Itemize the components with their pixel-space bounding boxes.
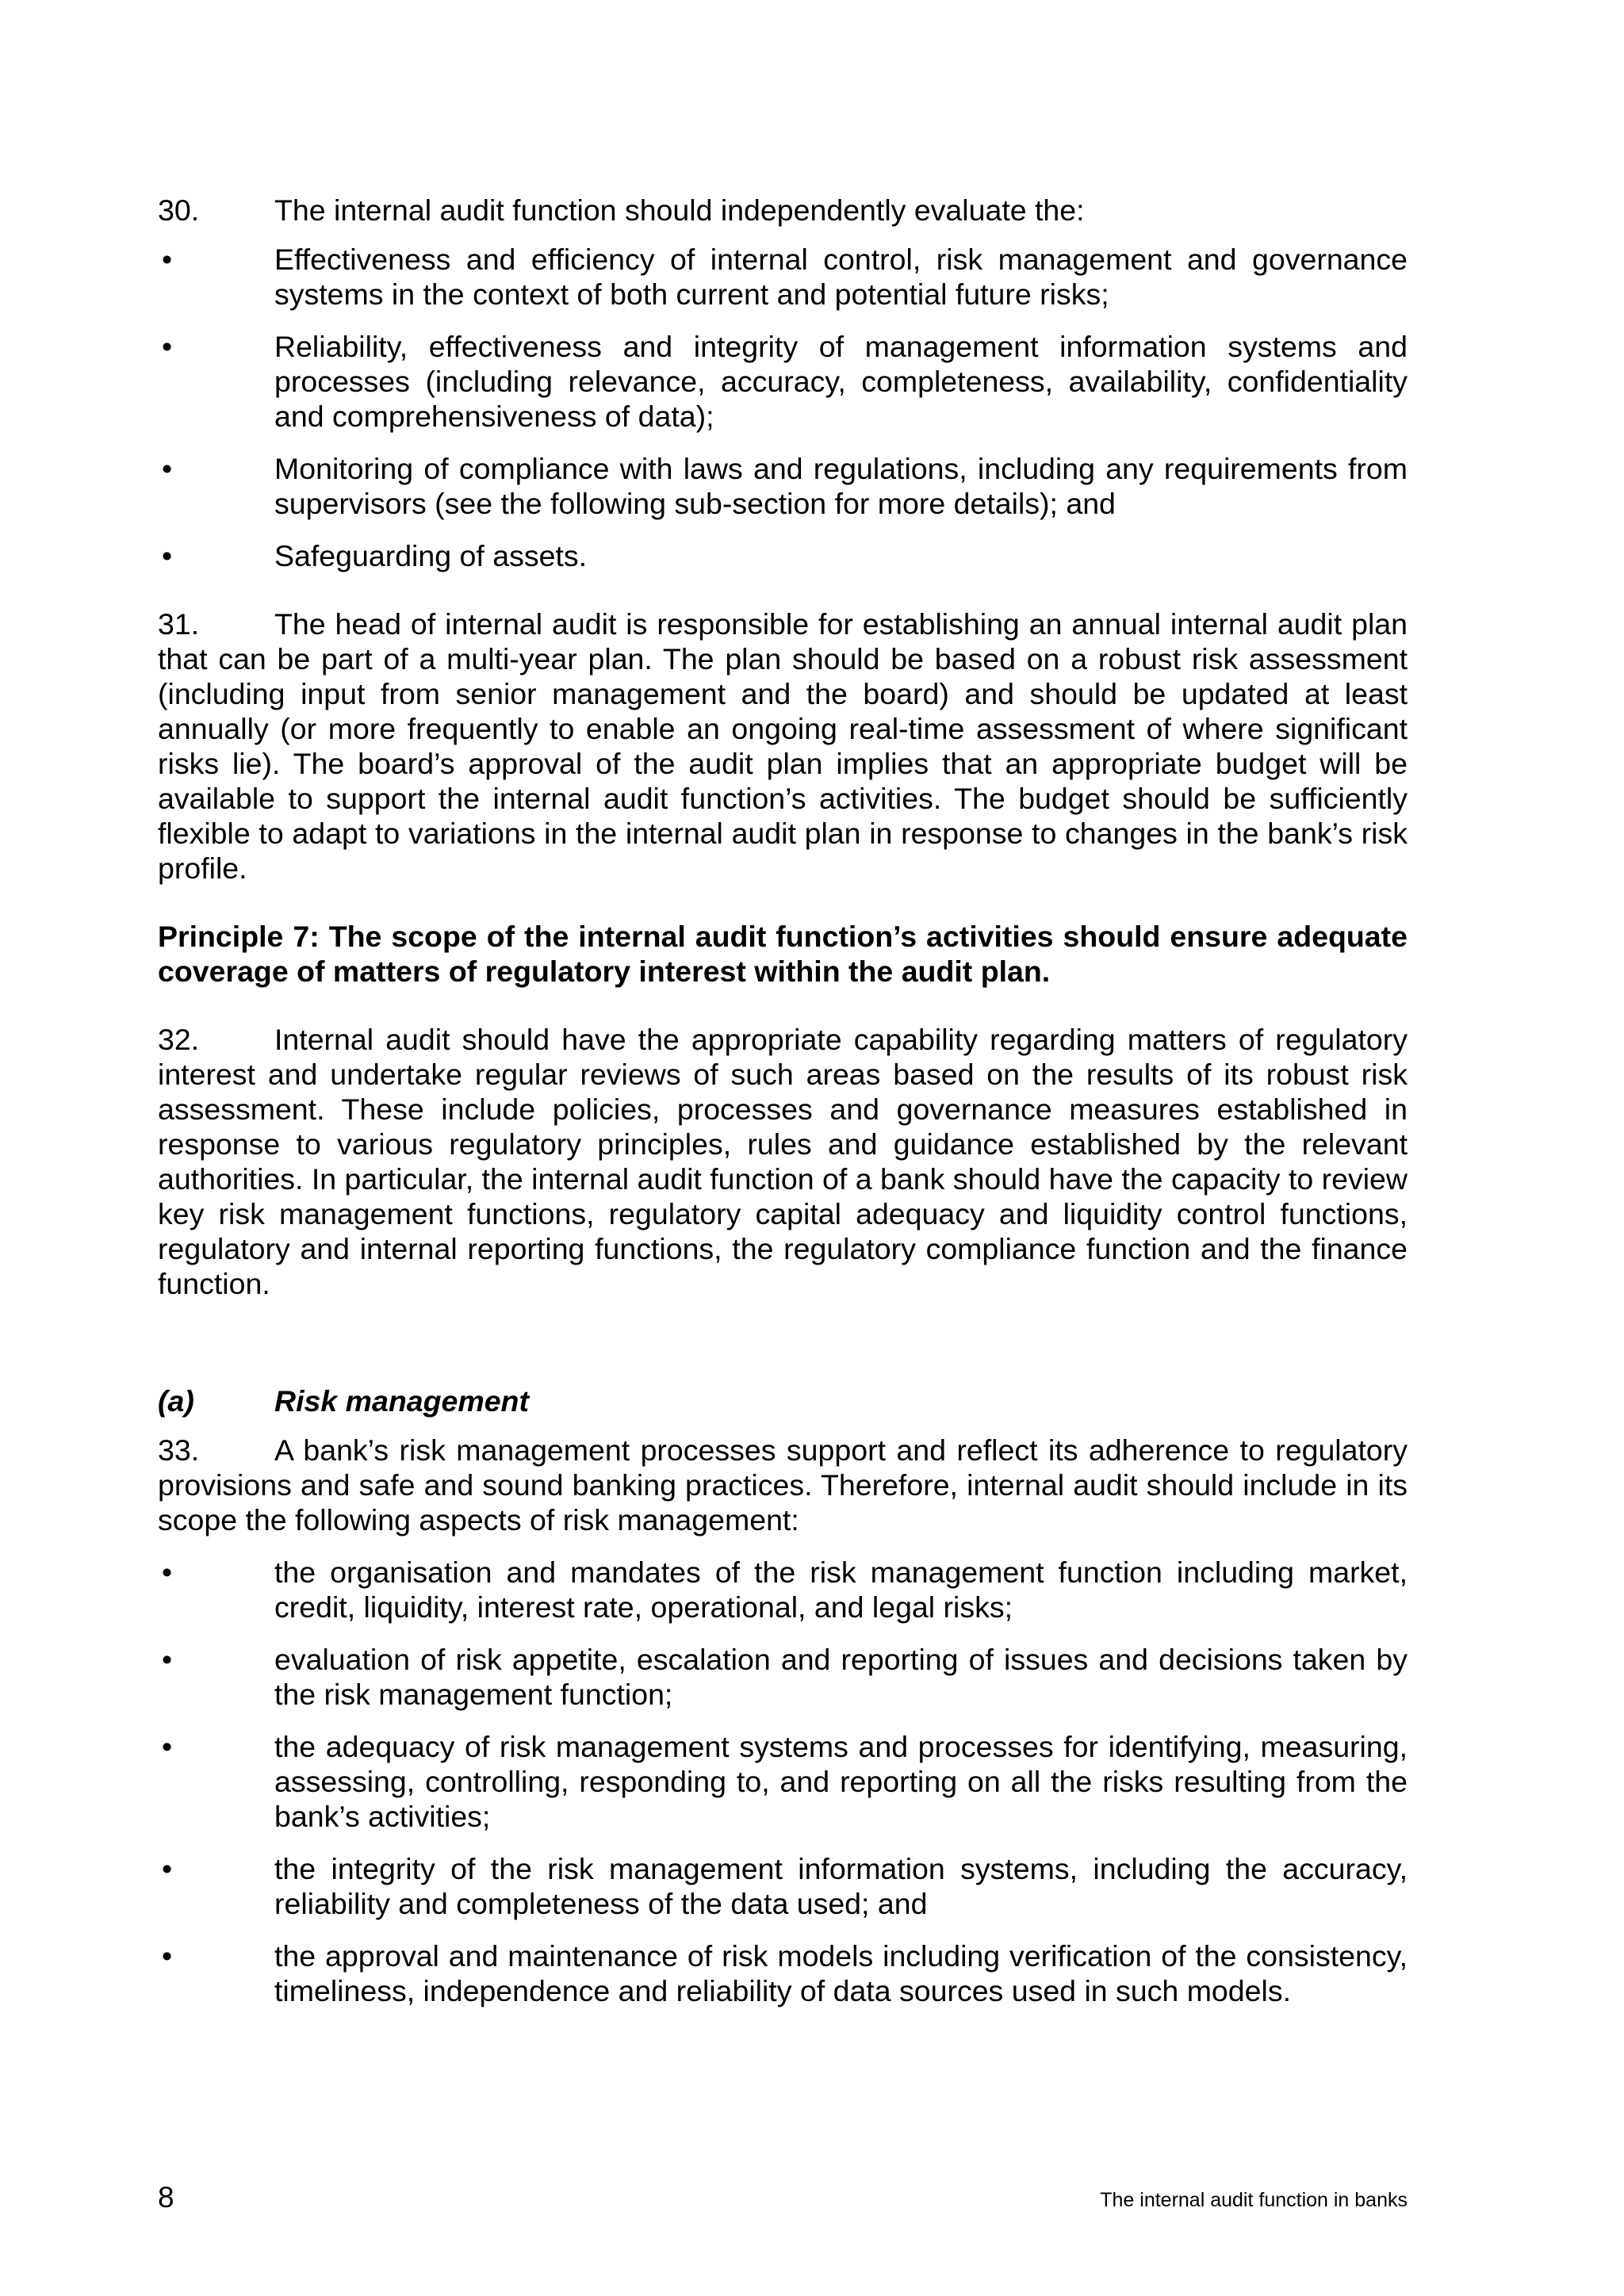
bullet-icon: •: [162, 1852, 173, 1885]
paragraph-text: The internal audit function should independently evaluate the:: [274, 193, 1085, 227]
paragraph-31: [158, 607, 1408, 886]
list-item: [158, 242, 1408, 312]
bullet-icon: •: [162, 330, 173, 363]
paragraph-number: 31.: [158, 607, 200, 641]
list-item-text: Safeguarding of assets.: [274, 539, 588, 572]
list-item: [158, 1851, 1408, 1921]
list-item: [158, 538, 1408, 573]
list-item: [158, 1555, 1408, 1624]
page-body: [158, 193, 1408, 2026]
section-title: Risk management: [274, 1384, 529, 1418]
paragraph-33: [158, 1433, 1408, 1537]
page-number: 8: [158, 2181, 174, 2214]
section-label: (a): [158, 1384, 194, 1418]
list-item-text: Reliability, effectiveness and integrity of management information systems and processes (including relevance, accuracy, completeness, availability, confidentiality and comprehensiveness of data);: [274, 330, 1408, 433]
bullet-icon: •: [162, 243, 173, 276]
bullet-icon: •: [162, 452, 173, 485]
bullet-icon: •: [162, 1556, 173, 1589]
list-item: [158, 329, 1408, 434]
list-item-text: the adequacy of risk management systems and processes for identifying, measuring, assessing, controlling, responding to, and reporting on all the risks resulting from the bank’s activities;: [274, 1730, 1408, 1833]
paragraph-32: [158, 1022, 1408, 1301]
bullet-icon: •: [162, 1643, 173, 1676]
list-item-text: evaluation of risk appetite, escalation and reporting of issues and decisions taken by the risk management function;: [274, 1643, 1408, 1711]
paragraph-text: A bank’s risk management processes support and reflect its adherence to regulatory provisions and safe and sound banking practices. Therefore, internal audit should include in its scope the following aspects of risk management:: [158, 1433, 1408, 1536]
bullet-icon: •: [162, 1939, 173, 1973]
list-item-text: the approval and maintenance of risk models including verification of the consistency, timeliness, independence and reliability of data sources used in such models.: [274, 1939, 1408, 2007]
paragraph-number: 32.: [158, 1023, 200, 1056]
list-item-text: the integrity of the risk management information systems, including the accuracy, reliability and completeness of the data used; and: [274, 1852, 1408, 1920]
list-item-text: the organisation and mandates of the risk management function including market, credit, liquidity, interest rate, operational, and legal risks;: [274, 1556, 1408, 1624]
paragraph-30: [158, 193, 1408, 228]
principle-heading: Principle 7: The scope of the internal audit function’s activities should ensure adequate coverage of matters of regulatory interest within the audit plan.: [158, 920, 1408, 988]
bullet-icon: •: [162, 539, 173, 572]
bullet-icon: •: [162, 1730, 173, 1763]
list-item-text: Effectiveness and efficiency of internal control, risk management and governance systems in the context of both current and potential future risks;: [274, 243, 1408, 311]
list-item-text: Monitoring of compliance with laws and regulations, including any requirements from supervisors (see the following sub-section for more details); and: [274, 452, 1408, 520]
list-item: [158, 451, 1408, 521]
paragraph-number: 33.: [158, 1433, 200, 1467]
paragraph-text: The head of internal audit is responsible for establishing an annual internal audit plan that can be part of a multi-year plan. The plan should be based on a robust risk assessment (including input from senior management and the board) and should be updated at least annually (or more frequently to enable an ongoing real-time assessment of where significant risks lie). The board’s approval of the audit plan implies that an appropriate budget will be available to support the internal audit function’s activities. The budget should be sufficiently flexible to adapt to variations in the internal audit plan in response to changes in the bank’s risk profile.: [158, 607, 1408, 885]
list-item: [158, 1642, 1408, 1712]
running-footer-title: The internal audit function in banks: [1100, 2189, 1408, 2211]
list-item: [158, 1729, 1408, 1834]
list-item: [158, 1938, 1408, 2008]
paragraph-text: Internal audit should have the appropriate capability regarding matters of regulatory interest and undertake regular reviews of such areas based on the results of its robust risk assessment. These include policies, processes and governance measures established in response to various regulatory principles, rules and guidance established by the relevant authorities. In particular, the internal audit function of a bank should have the capacity to review key risk management functions, regulatory capital adequacy and liquidity control functions, regulatory and internal reporting functions, the regulatory compliance function and the finance function.: [158, 1023, 1408, 1300]
section-heading: [158, 1383, 1408, 1418]
paragraph-number: 30.: [158, 193, 200, 227]
